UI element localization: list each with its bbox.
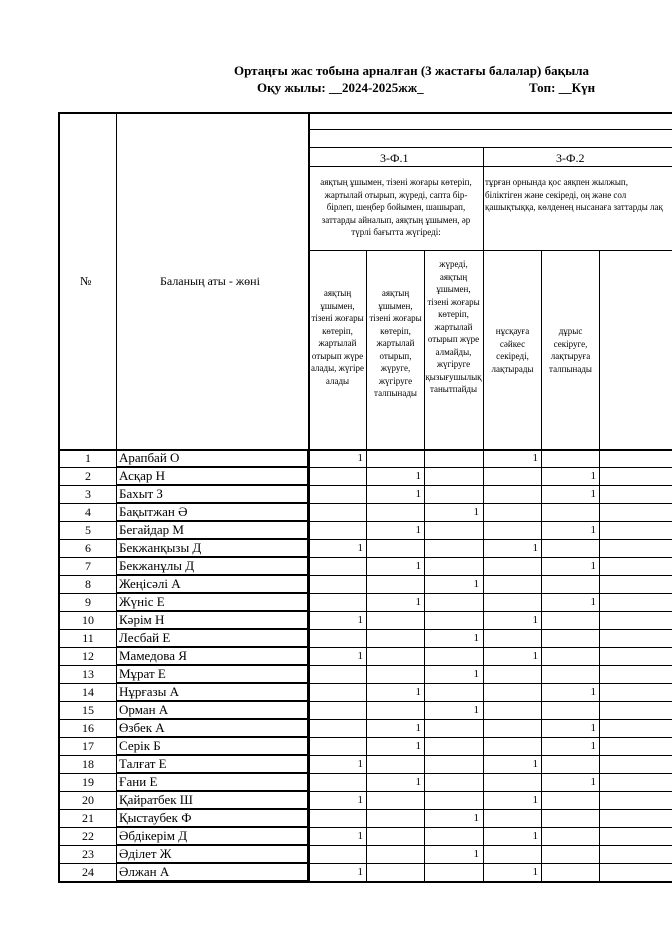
column-group-code-1: 3-Ф.1 (380, 151, 409, 165)
score-cell: 1 (415, 722, 421, 734)
row-number: 11 (82, 631, 94, 645)
row-number: 2 (85, 469, 91, 483)
score-cell: 1 (473, 812, 479, 824)
score-cell: 1 (590, 560, 596, 572)
subcolumn-header-3: жүреді, аяқтың ұшымен, тізені жоғары көтеріп, жартылай отырып жүре алмайды, жүгіруге қызығушылық танытпайды (425, 259, 482, 394)
column-group-description-1: аяқтың ұшымен, тізені жоғары көтеріп, жартылай отырып, жүреді, сапта бір-бірлеп, шеңбер бойымен, шашырап, заттарды айналып, аяқтың ұшымен, әр түрлі бағытта жүгіреді: (320, 177, 472, 237)
student-name: Бекжанқызы Д (119, 540, 202, 555)
student-name: Талғат Е (119, 756, 167, 771)
subcolumn-header-2: аяқтың ұшымен, тізені жоғары көтеріп, жартылай отырып, жүруге, жүгіруге талпынады (369, 288, 422, 398)
student-name: Мұрат Е (119, 666, 166, 681)
score-cell: 1 (590, 740, 596, 752)
row-number: 14 (82, 685, 94, 699)
row-number: 16 (82, 721, 94, 735)
document-title: Ортаңғы жас тобына арналған (3 жастағы балалар) бақыла (234, 63, 590, 78)
grid-line (308, 250, 672, 251)
score-cell: 1 (590, 722, 596, 734)
column-group-description-2: тұрған орнында қос аяқпен жылжып, біліктіген және секіреді, оң және сол қашықтыққа, көлденең нысанаға заттарды лақ (485, 177, 663, 212)
student-name: Кәрім Н (119, 612, 165, 627)
score-cell: 1 (357, 830, 363, 842)
score-cell: 1 (357, 758, 363, 770)
score-cell: 1 (357, 866, 363, 878)
score-cell: 1 (415, 740, 421, 752)
student-name: Жеңісәлі А (119, 576, 181, 591)
student-name: Әлжан А (119, 864, 170, 879)
score-cell: 1 (357, 650, 363, 662)
row-number: 1 (85, 451, 91, 465)
student-name: Арапбай О (119, 450, 180, 465)
student-name: Бақытжан Ә (119, 504, 188, 519)
score-cell: 1 (532, 650, 538, 662)
score-cell: 1 (415, 686, 421, 698)
subcolumn-header-4: нұсқауға сәйкес секіреді, лақтырады (491, 326, 534, 374)
score-cell: 1 (532, 866, 538, 878)
score-cell: 1 (357, 542, 363, 554)
score-cell: 1 (473, 668, 479, 680)
row-number: 21 (82, 811, 94, 825)
row-number: 17 (82, 739, 94, 753)
score-cell: 1 (590, 470, 596, 482)
score-cell: 1 (590, 686, 596, 698)
row-number: 23 (82, 847, 94, 861)
academic-year: Оқу жылы: __2024-2025жж_ (257, 80, 424, 95)
student-name: Бегайдар М (119, 522, 184, 537)
score-cell: 1 (473, 578, 479, 590)
row-number: 9 (85, 595, 91, 609)
grid-line (308, 129, 672, 130)
row-number: 5 (85, 523, 91, 537)
score-cell: 1 (415, 776, 421, 788)
score-cell: 1 (532, 794, 538, 806)
subcolumn-header-1: аяқтың ұшымен, тізені жоғары көтеріп, жартылай отырып жүре алады, жүгіре алады (310, 288, 365, 386)
student-name: Лесбай Е (119, 630, 171, 645)
score-cell: 1 (590, 596, 596, 608)
score-cell: 1 (532, 542, 538, 554)
score-cell: 1 (415, 524, 421, 536)
score-cell: 1 (532, 830, 538, 842)
student-name: Серік Б (119, 738, 161, 753)
row-number: 4 (85, 505, 91, 519)
score-cell: 1 (532, 758, 538, 770)
row-number: 10 (82, 613, 94, 627)
score-cell: 1 (415, 596, 421, 608)
score-cell: 1 (590, 488, 596, 500)
column-group-code-2: 3-Ф.2 (556, 151, 585, 165)
grid-line (599, 250, 600, 881)
score-cell: 1 (532, 452, 538, 464)
student-name: Мамедова Я (119, 648, 187, 663)
student-name: Орман А (119, 702, 169, 717)
student-name: Әділет Ж (119, 846, 172, 861)
student-name: Нұрғазы А (119, 684, 179, 699)
grid-line (483, 147, 484, 881)
score-cell: 1 (473, 632, 479, 644)
grid-line (58, 112, 672, 114)
student-name: Жүніс Е (119, 594, 165, 609)
row-number: 7 (85, 559, 91, 573)
student-name: Бахыт З (119, 486, 163, 501)
score-cell: 1 (415, 488, 421, 500)
student-name: Асқар Н (119, 468, 166, 483)
score-cell: 1 (473, 506, 479, 518)
row-number: 18 (82, 757, 94, 771)
score-cell: 1 (357, 794, 363, 806)
grid-line (308, 166, 672, 167)
row-number: 22 (82, 829, 94, 843)
score-cell: 1 (415, 470, 421, 482)
score-cell: 1 (357, 614, 363, 626)
grid-line (308, 147, 672, 148)
student-name: Бекжанұлы Д (119, 558, 195, 573)
score-cell: 1 (473, 848, 479, 860)
row-number: 15 (82, 703, 94, 717)
row-number: 24 (82, 865, 94, 879)
student-name: Әбдікерім Д (119, 828, 188, 843)
row-number: 20 (82, 793, 94, 807)
score-cell: 1 (532, 614, 538, 626)
score-cell: 1 (415, 560, 421, 572)
score-cell: 1 (590, 524, 596, 536)
row-number: 12 (82, 649, 94, 663)
row-number: 19 (82, 775, 94, 789)
student-name: Ғани Е (119, 774, 158, 789)
row-number: 13 (82, 667, 94, 681)
student-name: Өзбек А (119, 720, 165, 735)
score-cell: 1 (473, 704, 479, 716)
row-number: 3 (85, 487, 91, 501)
subcolumn-header-5: дұрыс секіруге, лақтыруға талпынады (549, 326, 592, 374)
score-cell: 1 (357, 452, 363, 464)
column-header-number: № (80, 274, 92, 288)
student-name: Қыстаубек Ф (119, 810, 192, 825)
group-name: Топ: __Күн (529, 80, 596, 95)
row-number: 6 (85, 541, 91, 555)
score-cell: 1 (590, 776, 596, 788)
student-name: Қайратбек Ш (119, 792, 193, 807)
row-number: 8 (85, 577, 91, 591)
column-header-name: Баланың аты - жөні (160, 274, 260, 288)
